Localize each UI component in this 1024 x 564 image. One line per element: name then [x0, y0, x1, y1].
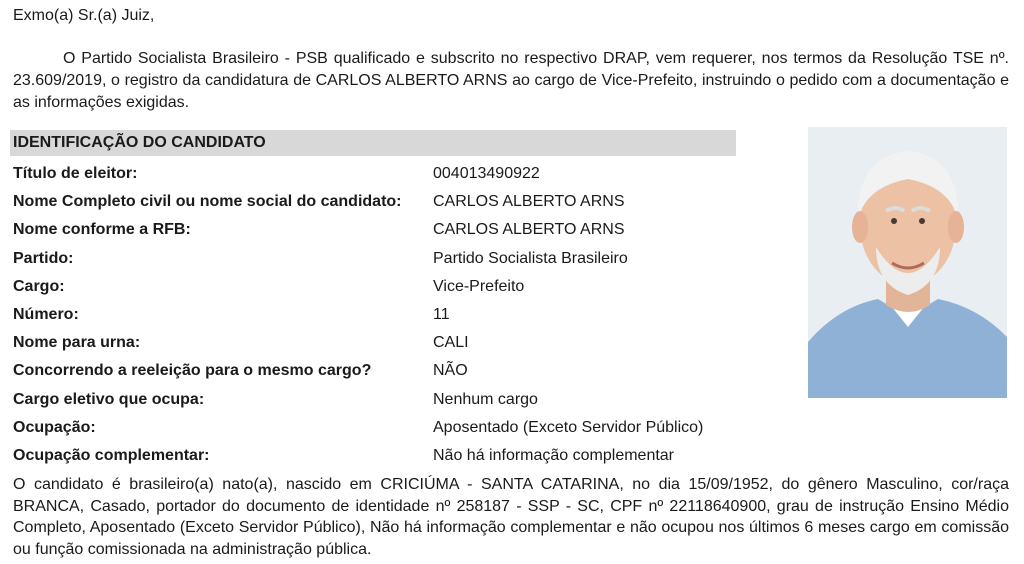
field-value: NÃO: [433, 362, 468, 380]
field-value: Aposentado (Exceto Servidor Público): [433, 418, 704, 436]
intro-paragraph: [13, 48, 1009, 114]
candidate-portrait-icon: [808, 127, 1007, 398]
field-row: [13, 329, 743, 357]
field-value: Não há informação complementar: [433, 446, 675, 464]
field-row: [13, 273, 743, 301]
field-label: Ocupação complementar:: [13, 446, 210, 464]
field-value: CARLOS ALBERTO ARNS: [433, 221, 625, 239]
field-label: Nome para urna:: [13, 334, 141, 352]
field-value: Nenhum cargo: [433, 390, 538, 408]
field-row: [13, 386, 743, 414]
field-row: [13, 414, 743, 442]
field-value: Partido Socialista Brasileiro: [433, 249, 628, 267]
field-row: [13, 216, 743, 244]
greeting: Exmo(a) Sr.(a) Juiz,: [13, 7, 155, 24]
candidate-summary: O candidato é brasileiro(a) nato(a), nascido em CRICIÚMA - SANTA CATARINA, no dia 15/09/1952, do gênero Masculino, cor/raça BRANCA, Casado, portador do documento de identidade nº 258187 - SSP - SC, CPF nº 22118640900, grau de instrução Ensino Médio Completo, Aposentado (Exceto Servidor Público), Não há informação complementar e não ocupou nos últimos 6 meses cargo em comissão ou função comissionada na administração pública.: [13, 476, 1009, 558]
field-value: CARLOS ALBERTO ARNS: [433, 193, 625, 211]
intro-text: O Partido Socialista Brasileiro - PSB qualificado e subscrito no respectivo DRAP, vem requerer, nos termos da Resolução TSE nº. 23.609/2019, o registro da candidatura de CARLOS ALBERTO ARNS ao cargo de Vice-Prefeito, instruindo o pedido com a documentação e as informações exigidas.: [13, 50, 1009, 111]
field-row: [13, 245, 743, 273]
field-row: [13, 442, 743, 470]
field-label: Número:: [13, 306, 79, 324]
field-row: [13, 160, 743, 188]
field-label: Cargo eletivo que ocupa:: [13, 390, 205, 408]
field-value: Vice-Prefeito: [433, 277, 525, 295]
candidate-photo: [808, 127, 1007, 398]
field-value: 004013490922: [433, 165, 540, 183]
candidate-fields: [13, 160, 743, 470]
field-label: Cargo:: [13, 277, 65, 295]
field-value: 11: [433, 306, 450, 324]
field-label: Título de eleitor:: [13, 165, 138, 183]
field-value: CALI: [433, 334, 469, 352]
field-label: Nome Completo civil ou nome social do candidato:: [13, 193, 402, 211]
field-row: [13, 188, 743, 216]
field-label: Partido:: [13, 249, 74, 267]
field-label: Nome conforme a RFB:: [13, 221, 191, 239]
field-label: Ocupação:: [13, 418, 96, 436]
field-label: Concorrendo a reeleição para o mesmo cargo?: [13, 362, 372, 380]
section-header: IDENTIFICAÇÃO DO CANDIDATO: [10, 130, 736, 156]
field-row: [13, 301, 743, 329]
field-row: [13, 357, 743, 385]
